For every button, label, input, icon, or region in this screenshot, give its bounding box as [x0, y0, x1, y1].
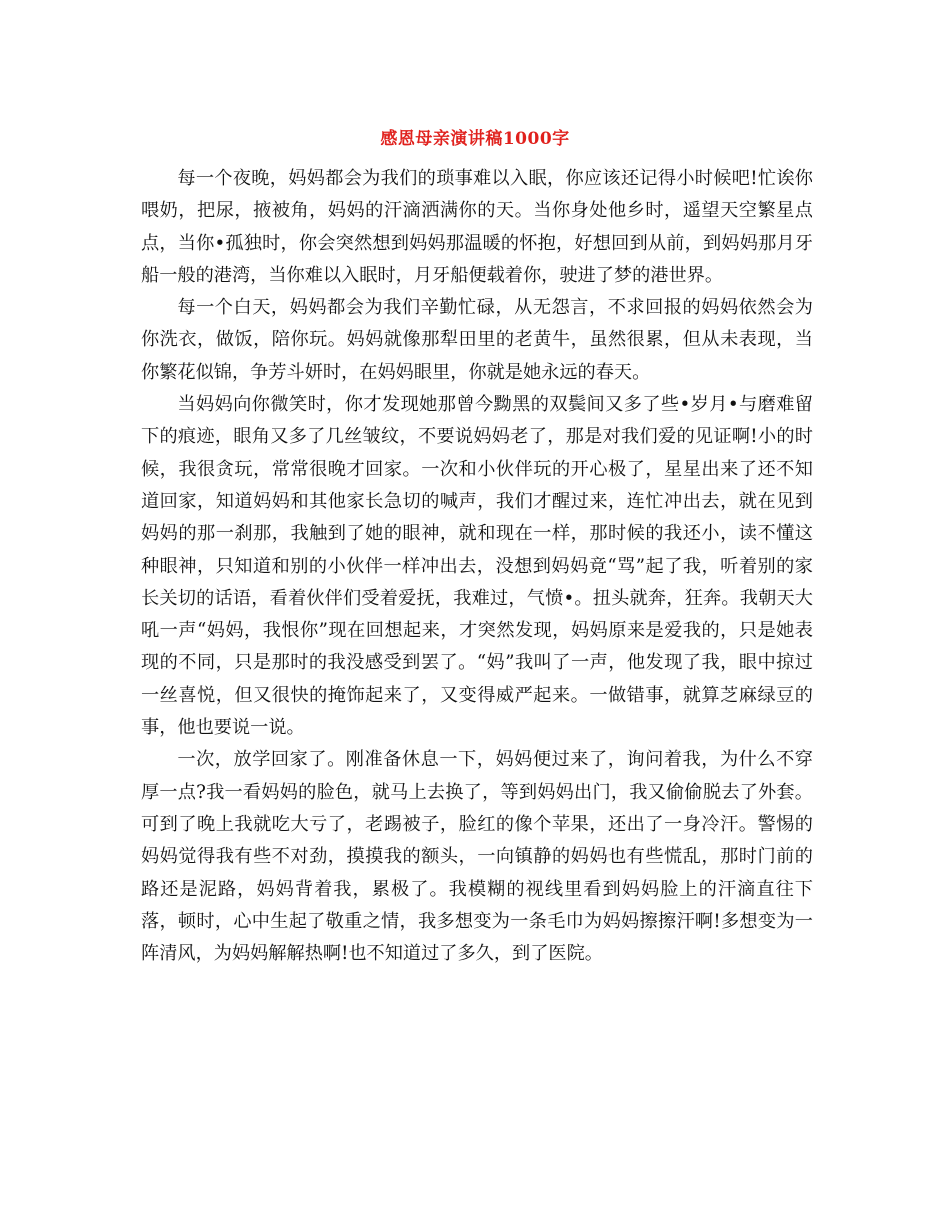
- paragraph-2: 每一个白天，妈妈都会为我们辛勤忙碌，从无怨言，不求回报的妈妈依然会为你洗衣，做饭，陪你玩。妈妈就像那犁田里的老黄牛，虽然很累，但从未表现，当你繁花似锦，争芳斗妍时，在妈妈眼里，你就是她永远的春天。: [141, 297, 813, 383]
- paragraph-3: 当妈妈向你微笑时，你才发现她那曾今黝黑的双鬓间又多了些•岁月•与磨难留下的痕迹，眼角又多了几丝皱纹，不要说妈妈老了，那是对我们爱的见证啊!小的时候，我很贪玩，常常很晚才回家。一次和小伙伴玩的开心极了，星星出来了还不知道回家，知道妈妈和其他家长急切的喊声，我们才醒过来，连忙冲出去，就在见到妈妈的那一刹那，我触到了她的眼神，就和现在一样，那时候的我还小，读不懂这种眼神，只知道和别的小伙伴一样冲出去，没想到妈妈竟“骂”起了我，听着别的家长关切的话语，看着伙伴们受着爱抚，我难过，气愤•。扭头就奔，狂奔。我朝天大吼一声“妈妈，我恨你”现在回想起来，才突然发现，妈妈原来是爱我的，只是她表现的不同，只是那时的我没感受到罢了。“妈”我叫了一声，他发现了我，眼中掠过一丝喜悦，但又很快的掩饰起来了，又变得威严起来。一做错事，就算芝麻绿豆的事，他也要说一说。: [141, 394, 813, 739]
- paragraph-1: 每一个夜晚，妈妈都会为我们的琐事难以入眠，你应该还记得小时候吧!忙诶你喂奶，把尿，掖被角，妈妈的汗滴洒满你的天。当你身处他乡时，遥望天空繁星点点，当你•孤独时，你会突然想到妈妈那温暖的怀抱，好想回到从前，到妈妈那月牙船一般的港湾，当你难以入眠时，月牙船便载着你，驶进了梦的港世界。: [141, 168, 813, 286]
- document-title: 感恩母亲演讲稿1000字: [380, 129, 570, 149]
- document-body: [141, 163, 813, 970]
- paragraph-4: 一次，放学回家了。刚准备休息一下，妈妈便过来了，询问着我，为什么不穿厚一点?我一看妈妈的脸色，就马上去换了，等到妈妈出门，我又偷偷脱去了外套。可到了晚上我就吃大亏了，老踢被子，脸红的像个苹果，还出了一身冷汗。警惕的妈妈觉得我有些不对劲，摸摸我的额头，一向镇静的妈妈也有些慌乱，那时门前的路还是泥路，妈妈背着我，累极了。我模糊的视线里看到妈妈脸上的汗滴直往下落，顿时，心中生起了敬重之情，我多想变为一条毛巾为妈妈擦擦汗啊!多想变为一阵清风，为妈妈解解热啊!也不知道过了多久，到了医院。: [141, 749, 813, 965]
